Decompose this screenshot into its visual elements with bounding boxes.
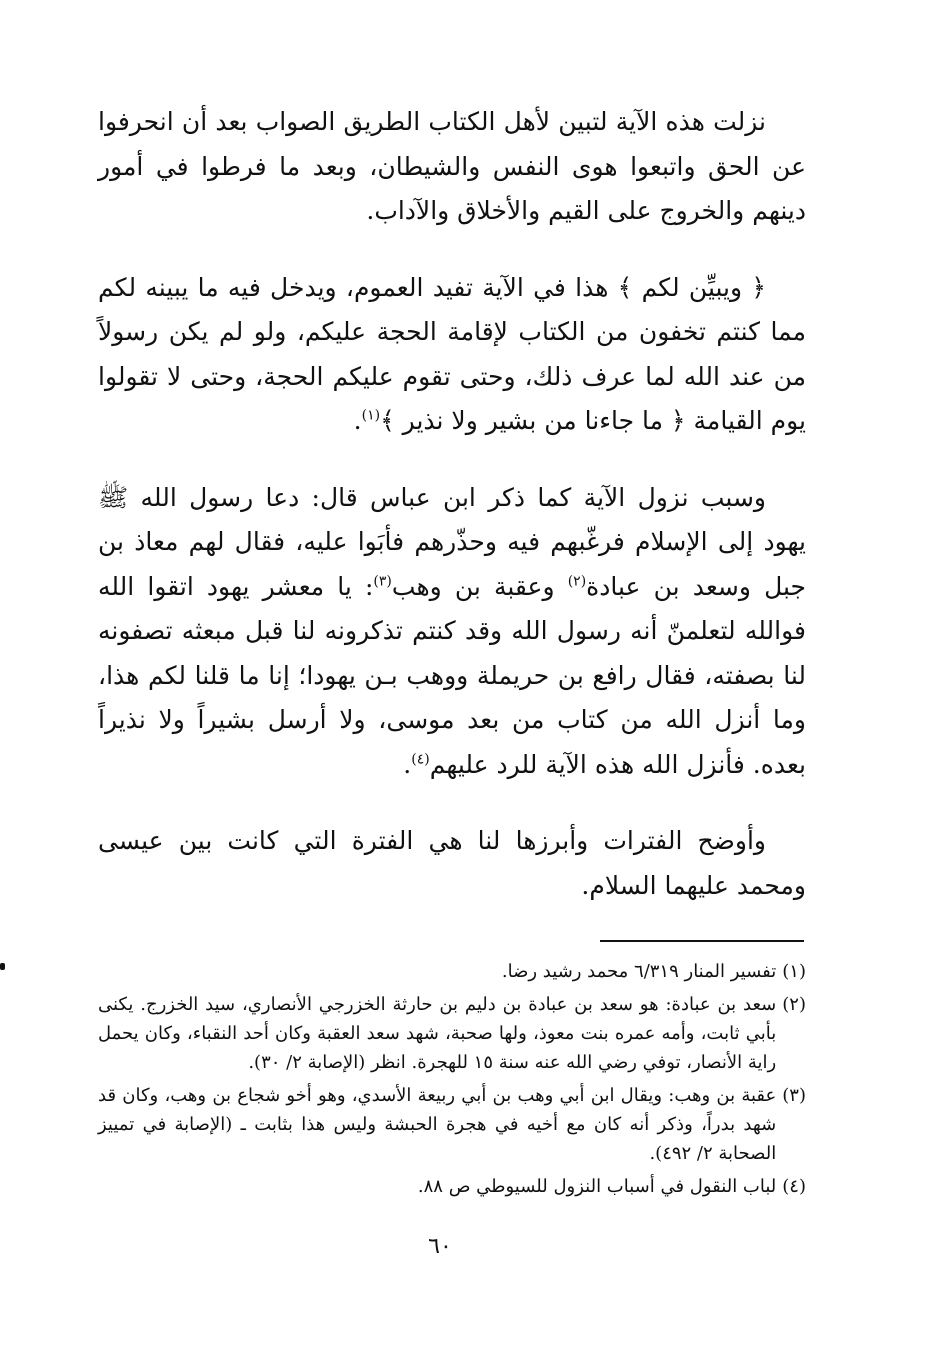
footnotes <box>98 957 806 1205</box>
footnote-separator <box>600 940 804 942</box>
footnote-text: لباب النقول في أسباب النزول للسيوطي ص ٨٨. <box>417 1176 777 1197</box>
paragraph-2-end: . <box>353 406 362 435</box>
footnote-text: عقبة بن وهب: ويقال ابن أبي وهب بن أبي ربيعة الأسدي، وهو أخو شجاع بن وهب، وكان قد شهد بدراً، وذكر أنه كان مع أخيه في هجرة الحبشة وليس هذا بثابت ـ (الإصابة في تمييز الصحابة ٢/ ٤٩٢). <box>98 1085 777 1164</box>
main-text <box>98 100 806 940</box>
paragraph-3-mid-2: : يا معشر يهود اتقوا الله فوالله لتعلمنّ أنه رسول الله وقد كنتم تذكرونه لنا قبل مبعثه تصفونه لنا بصفته، فقال رافع بن حريملة ووهب بـن يهودا؛ إنا ما قلنا لكم هذا، وما أنزل الله من كتاب من بعد موسى، ولا أرسل بشيراً ولا نذيراً بعده. فأنزل الله هذه الآية للرد عليهم <box>98 571 806 779</box>
footnote-1 <box>98 957 806 986</box>
footnote-number: (٢) <box>782 994 806 1015</box>
footnote-number: (٣) <box>782 1085 806 1106</box>
footnote-ref-2: (٢) <box>567 573 587 590</box>
footnote-number: (١) <box>782 961 806 982</box>
footnote-ref-4: (٤) <box>411 751 430 768</box>
footnote-number: (٤) <box>782 1176 806 1197</box>
footnote-text: سعد بن عبادة: هو سعد بن عبادة بن دليم بن حارثة الخزرجي الأنصاري، سيد الخزرج. يكنى بأبي ثابت، وأمه عمره بنت معوذ، ولها صحبة، شهد سعد العقبة وكان أحد النقباء، وكان يحمل راية الأنصار، توفي رضي الله عنه سنة ١٥ للهجرة. انظر (الإصابة ٢/ ٣٠). <box>98 994 777 1073</box>
footnote-text: تفسير المنار ٦/٣١٩ محمد رشيد رضا. <box>501 961 777 982</box>
paragraph-3 <box>98 476 806 788</box>
footnote-ref-1: (١) <box>361 407 381 424</box>
footnote-ref-3: (٣) <box>373 573 392 590</box>
paragraph-4 <box>98 819 806 908</box>
footnote-2 <box>98 990 806 1077</box>
footnote-4 <box>98 1172 806 1201</box>
paragraph-3-mid-1: وعقبة بن وهب <box>391 571 568 601</box>
footnote-3 <box>98 1081 806 1168</box>
paragraph-1 <box>98 100 806 234</box>
page-number: ٦٠ <box>428 1234 452 1259</box>
paragraph-1-text: نزلت هذه الآية لتبين لأهل الكتاب الطريق الصواب بعد أن انحرفوا عن الحق واتبعوا هوى النفس والشيطان، وبعد ما فرطوا في أمور دينهم والخروج على القيم والأخلاق والآداب. <box>98 107 806 225</box>
paragraph-4-text: وأوضح الفترات وأبرزها لنا هي الفترة التي كانت بين عيسى ومحمد عليهما السلام. <box>98 826 806 900</box>
paragraph-2 <box>98 266 806 444</box>
paragraph-2-text: ﴿ ويبيِّن لكم ﴾ هذا في الآية تفيد العموم، ويدخل فيه ما يبينه لكم مما كنتم تخفون من الكتاب لإقامة الحجة عليكم، ولو لم يكن رسولاً من عند الله لما عرف ذلك، وحتى تقوم عليكم الحجة، وحتى لا تقولوا يوم القيامة ﴿ ما جاءنا من بشير ولا نذير ﴾ <box>98 272 806 435</box>
paragraph-3-end: . <box>403 749 412 779</box>
margin-mark <box>0 963 5 970</box>
paragraph-3-text: وسبب نزول الآية كما ذكر ابن عباس قال: دعا رسول الله ﷺ يهود إلى الإسلام فرغّبهم فيه وحذّرهم فأبَوا عليه، فقال لهم معاذ بن جبل وسعد بن عبادة <box>98 482 806 601</box>
